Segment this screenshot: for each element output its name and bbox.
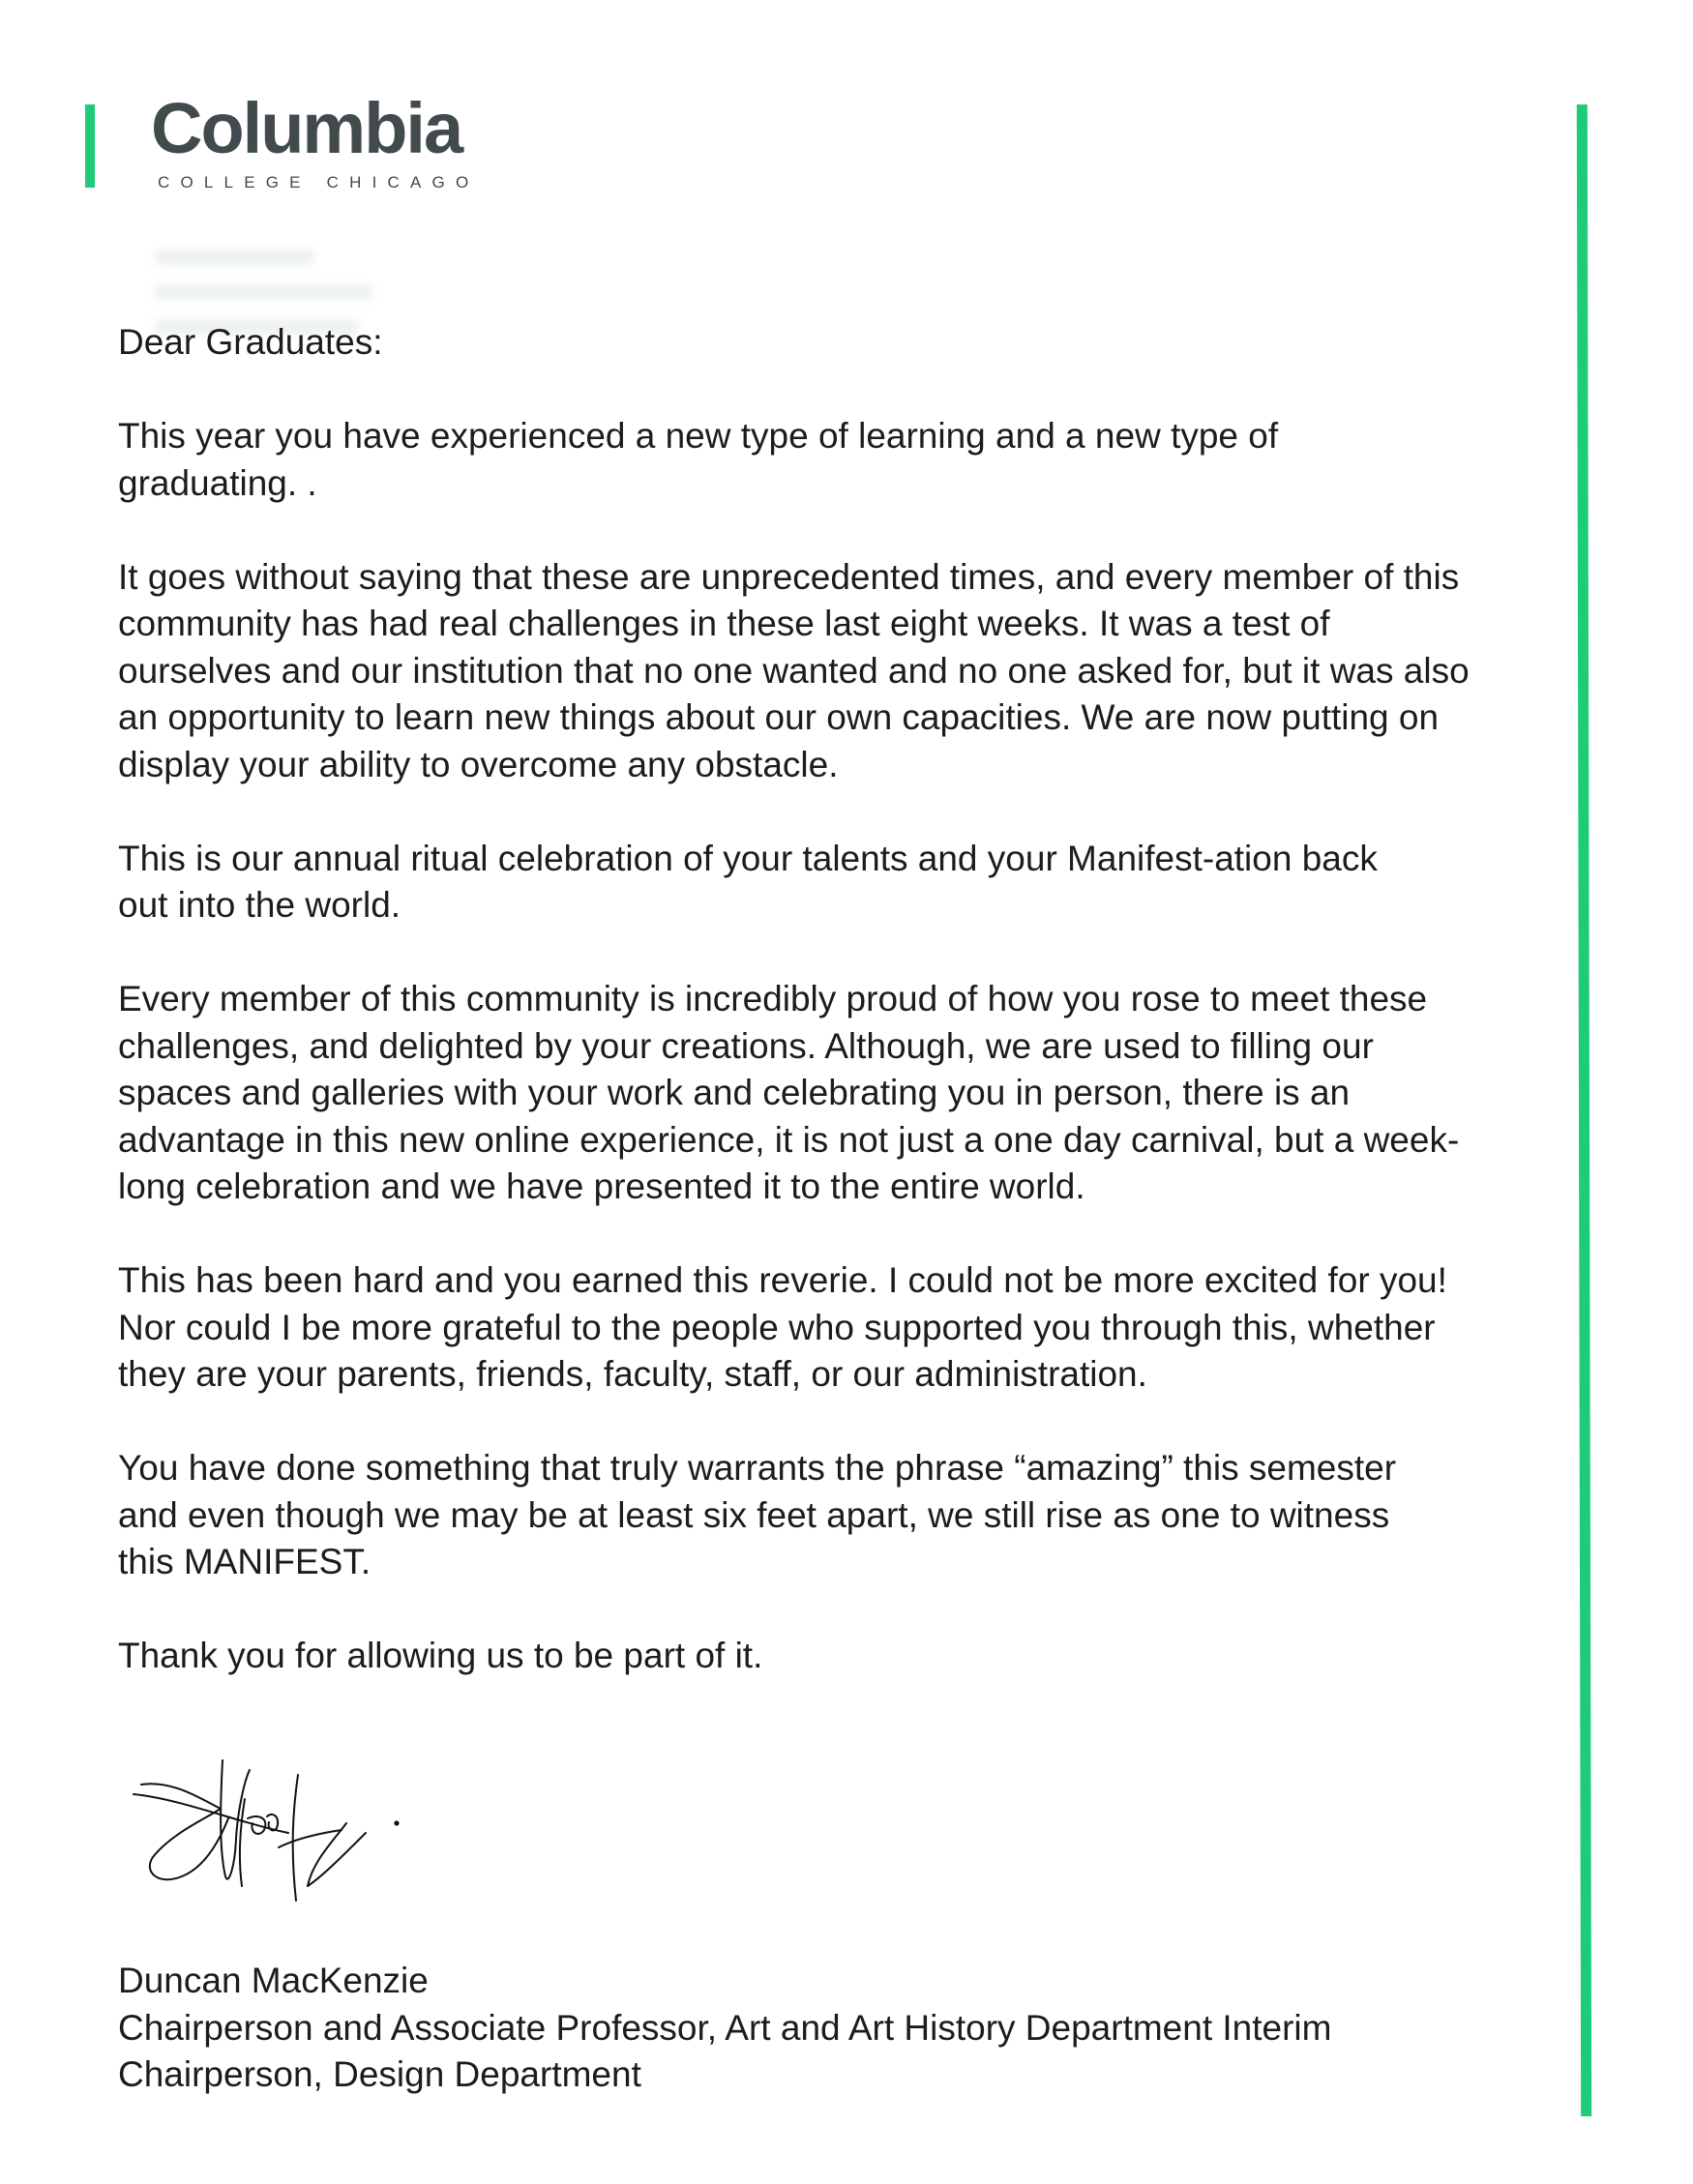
paragraph: Every member of this community is incredibly proud of how you rose to meet these challenges, and delighted by your creations. Although, we are used to filling our spaces and galleries with your work and celebrating you in person, there is an advantage in this new online experience, it is not just a one day carnival, but a week-long celebration and we have presented it to the entire world. — [118, 979, 1460, 1206]
logo-subtitle: COLLEGE CHICAGO — [158, 173, 480, 192]
signer-name: Duncan MacKenzie — [118, 1961, 429, 2000]
handwritten-signature — [114, 1741, 414, 1925]
paragraph: You have done something that truly warrants the phrase “amazing” this semester and even though we may be at least six feet apart, we still rise as one to witness this MANIFEST. — [118, 1448, 1397, 1581]
paragraph: It goes without saying that these are unprecedented times, and every member of this community has had real challenges in these last eight weeks. It was a test of ourselves and our institution that no one wanted and no one asked for, but it was also an opportunity to learn new things about our own capacities. We are now putting on display your ability to overcome any obstacle. — [118, 556, 1470, 784]
logo-wordmark: Columbia — [151, 88, 462, 168]
signature-stroke — [240, 1799, 245, 1886]
letter-body — [118, 319, 1511, 1727]
paragraph: Thank you for allowing us to be part of it. — [118, 1636, 763, 1675]
logo-accent-bar — [85, 104, 95, 188]
signer-title-line-1: Chairperson and Associate Professor, Art and Art History Department Interim — [118, 2007, 1332, 2048]
signature-stroke — [308, 1833, 366, 1886]
right-accent-rule — [1577, 104, 1591, 2116]
paragraph: This year you have experienced a new type of learning and a new type of graduating. . — [118, 416, 1279, 503]
paragraph: This is our annual ritual celebration of your talents and your Manifest-ation back out into the world. — [118, 838, 1378, 925]
salutation: Dear Graduates: — [118, 322, 383, 362]
paragraph: This has been hard and you earned this reverie. I could not be more excited for you! Nor could I be more grateful to the people who supported you through this, whether they are your parents, friends, faculty, staff, or our administration. — [118, 1260, 1447, 1394]
faded-line — [155, 284, 372, 300]
signature-dot — [395, 1821, 398, 1824]
signer-title-line-2: Chairperson, Design Department — [118, 2054, 641, 2094]
signature-block — [118, 1958, 1331, 2099]
signature-stroke — [267, 1815, 278, 1831]
signature-stroke — [293, 1775, 298, 1901]
faded-line — [155, 250, 314, 265]
